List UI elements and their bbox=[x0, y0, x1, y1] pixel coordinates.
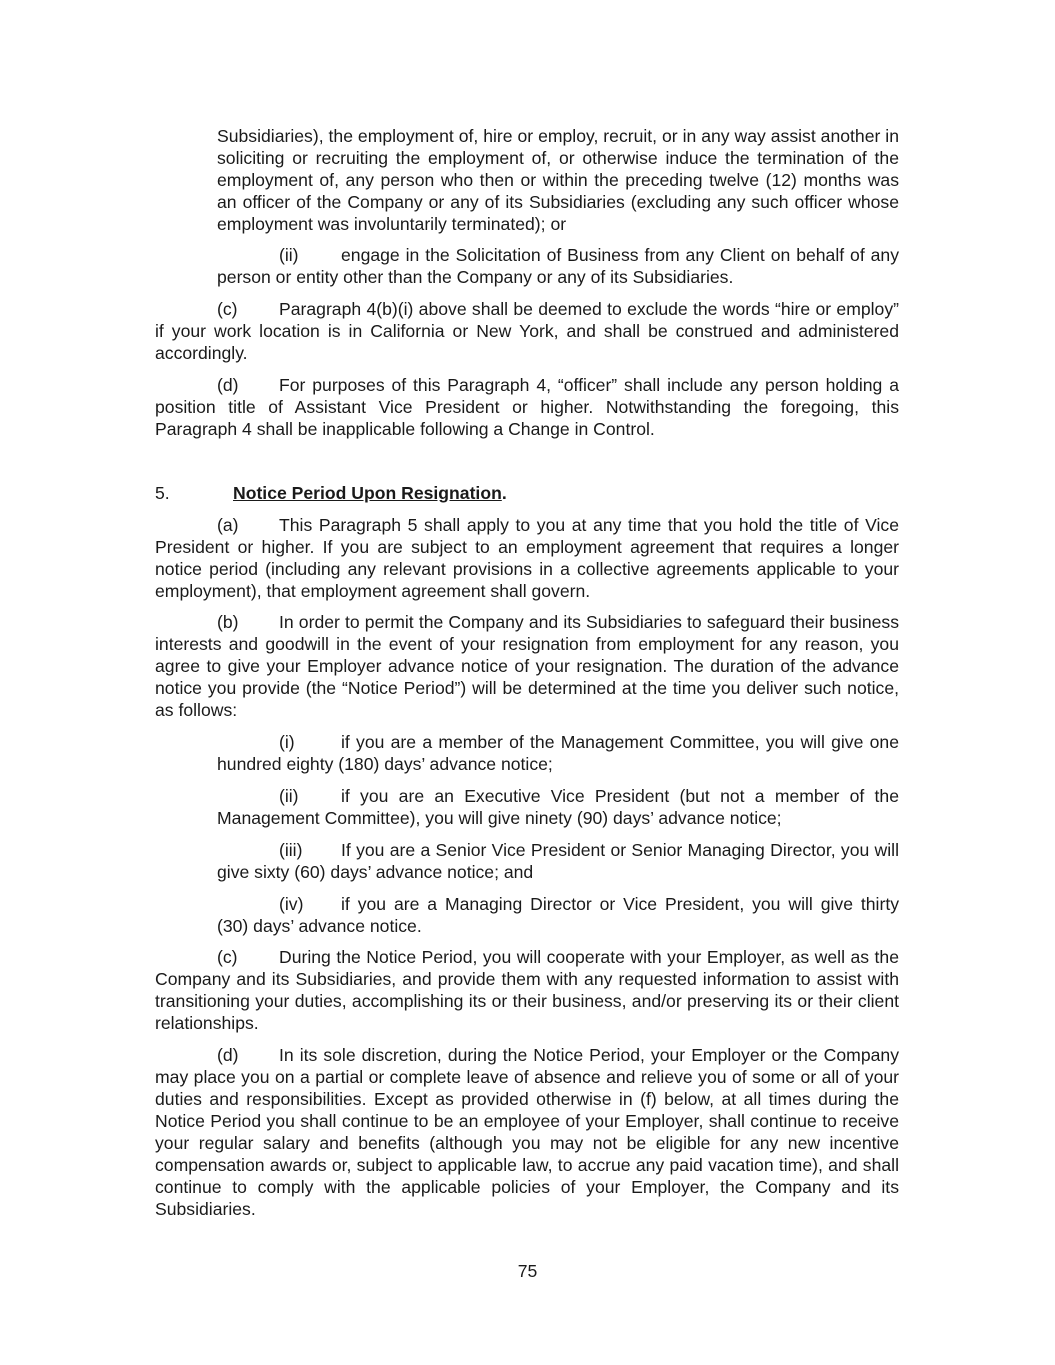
paragraph-5d: (d) In its sole discretion, during the Notice Period, your Employer or the Company may place you on a partial or complete leave of absence and relieve you of some or all of your duties and responsibilities. Except as provided otherwise in (f) below, at all times during the Notice Period you shall continue to be an employee of your Employer, shall continue to receive your regular salary and benefits (although you may not be eligible for any new incentive compensation awards or, subject to applicable law, to accrue any paid vacation time), and shall continue to comply with the applicable policies of your Employer, the Company and its Subsidiaries. bbox=[155, 1045, 899, 1219]
paragraph-label: (ii) bbox=[279, 786, 299, 806]
paragraph-5b-iii: (iii) If you are a Senior Vice President or Senior Managing Director, you will give sixty (60) days’ advance notice; and bbox=[217, 840, 899, 882]
paragraph-5b-ii: (ii) if you are an Executive Vice President (but not a member of the Management Committee), you will give ninety (90) days’ advance notice; bbox=[217, 786, 899, 828]
paragraph-4b-i-continuation: Subsidiaries), the employment of, hire or employ, recruit, or in any way assist another in soliciting or recruiting the employment of, or otherwise induce the termination of the employment of, any person who then or within the preceding twelve (12) months was an officer of the Company or any of its Subsidiaries (excluding any such officer whose employment was involuntarily terminated); or bbox=[217, 126, 899, 234]
paragraph-label: (b) bbox=[217, 612, 239, 632]
section-5-heading: 5. Notice Period Upon Resignation. bbox=[155, 483, 507, 503]
paragraph-4d: (d) For purposes of this Paragraph 4, “officer” shall include any person holding a position title of Assistant Vice President or higher. Notwithstanding the foregoing, this Paragraph 4 shall be inapplicable following a Change in Control. bbox=[155, 375, 899, 439]
section-title: Notice Period Upon Resignation bbox=[233, 483, 502, 503]
paragraph-label: (c) bbox=[217, 299, 238, 319]
paragraph-label: (c) bbox=[217, 947, 238, 967]
paragraph-5b: (b) In order to permit the Company and its Subsidiaries to safeguard their business interests and goodwill in the event of your resignation from employment for any reason, you agree to give your Employer advance notice of your resignation. The duration of the advance notice you provide (the “Notice Period”) will be determined at the time you deliver such notice, as follows: bbox=[155, 612, 899, 720]
page-number: 75 bbox=[517, 1261, 538, 1281]
paragraph-label: (iv) bbox=[279, 894, 304, 914]
paragraph-5b-iv: (iv) if you are a Managing Director or Vice President, you will give thirty (30) days’ advance notice. bbox=[217, 894, 899, 936]
paragraph-5a: (a) This Paragraph 5 shall apply to you at any time that you hold the title of Vice President or higher. If you are subject to an employment agreement that requires a longer notice period (including any relevant provisions in a collective agreements applicable to your employment), that employment agreement shall govern. bbox=[155, 515, 899, 601]
paragraph-label: (d) bbox=[217, 375, 239, 395]
paragraph-label: (d) bbox=[217, 1045, 239, 1065]
paragraph-4c: (c) Paragraph 4(b)(i) above shall be deemed to exclude the words “hire or employ” if your work location is in California or New York, and shall be construed and administered accordingly. bbox=[155, 299, 899, 363]
paragraph-label: (iii) bbox=[279, 840, 303, 860]
paragraph-label: (ii) bbox=[279, 245, 299, 265]
paragraph-5b-i: (i) if you are a member of the Management Committee, you will give one hundred eighty (180) days’ advance notice; bbox=[217, 732, 899, 774]
section-number: 5. bbox=[155, 483, 170, 503]
paragraph-label: (a) bbox=[217, 515, 239, 535]
paragraph-5c: (c) During the Notice Period, you will cooperate with your Employer, as well as the Company and its Subsidiaries, and provide them with any requested information to assist with transitioning your duties, accomplishing its or their business, and/or preserving its or their client relationships. bbox=[155, 947, 899, 1033]
paragraph-4b-ii: (ii) engage in the Solicitation of Business from any Client on behalf of any person or entity other than the Company or any of its Subsidiaries. bbox=[217, 245, 899, 287]
paragraph-label: (i) bbox=[279, 732, 295, 752]
